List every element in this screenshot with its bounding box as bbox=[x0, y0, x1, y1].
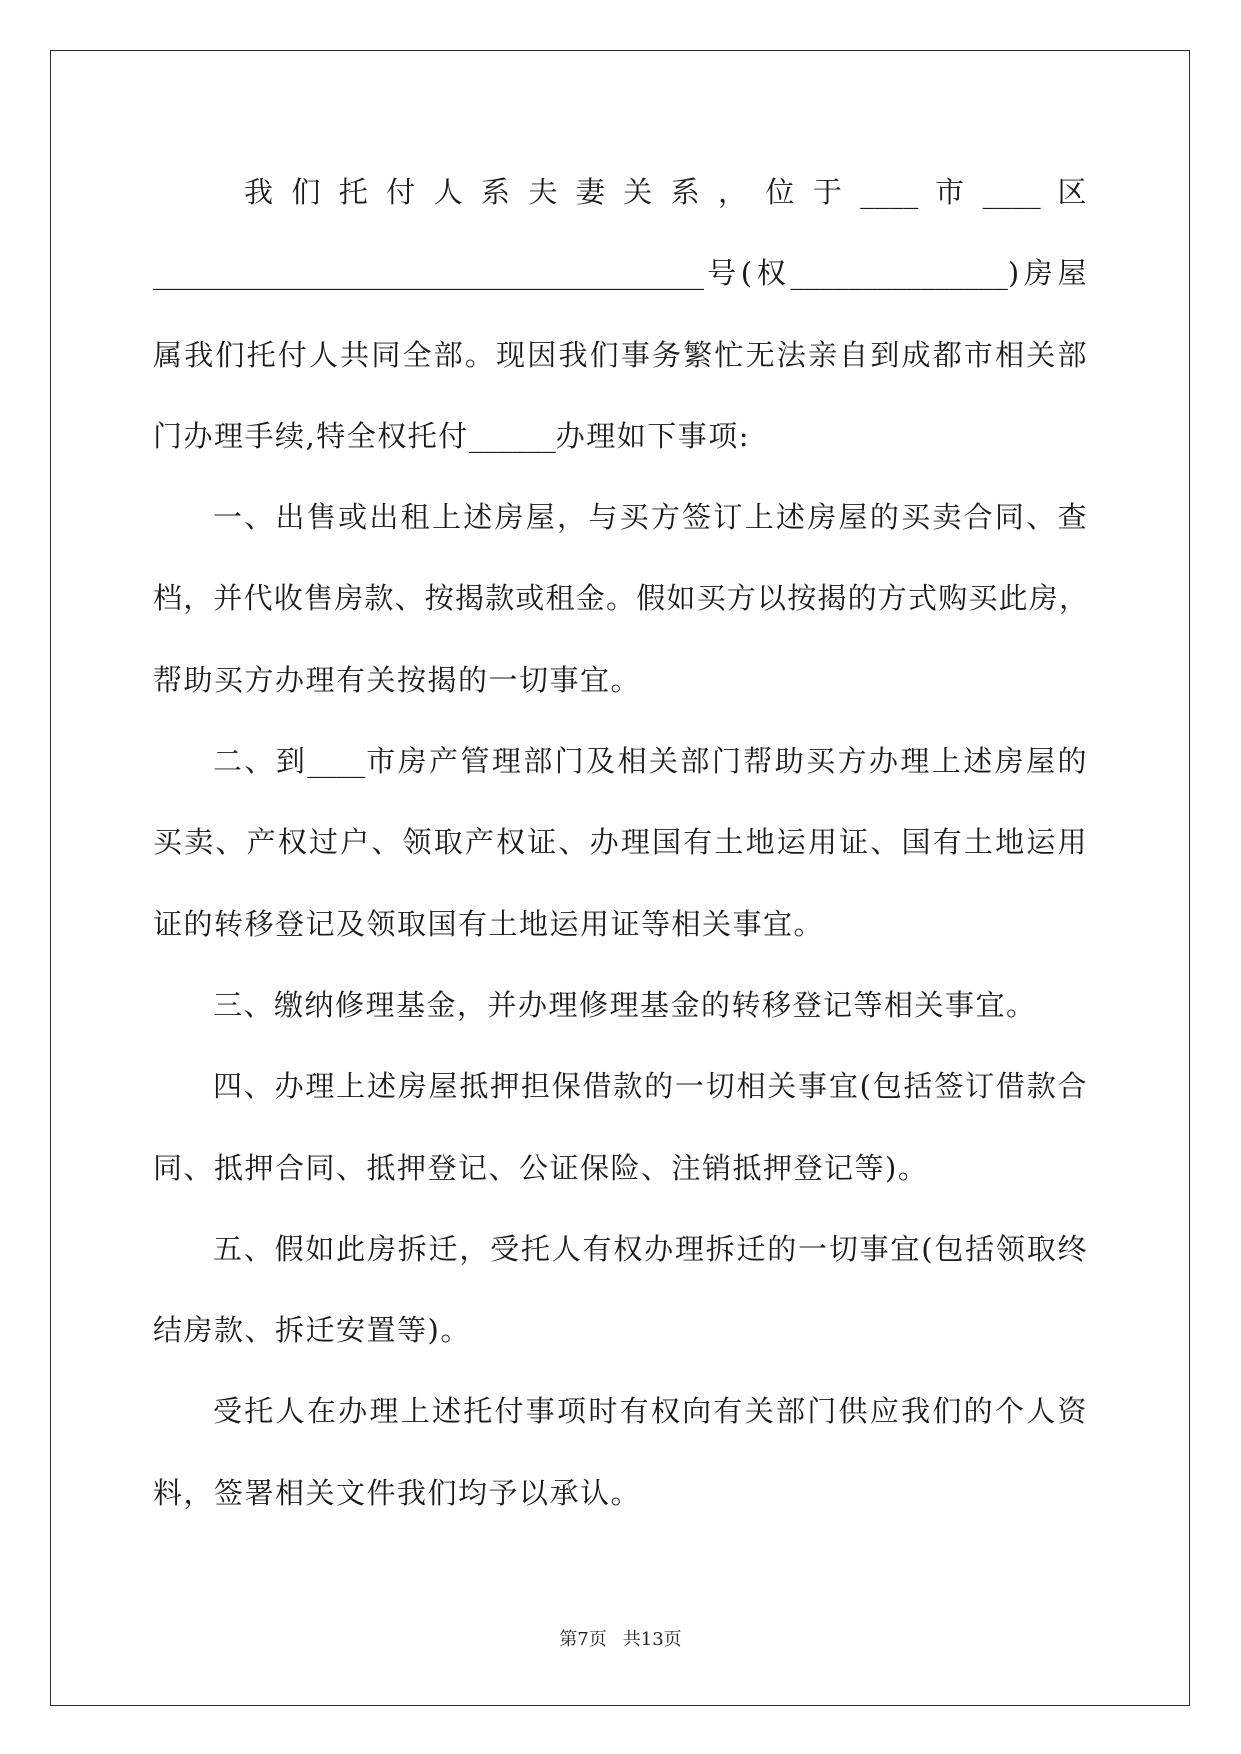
body-line: 档，并代收售房款、按揭款或租金。假如买方以按揭的方式购买此房， bbox=[153, 581, 1088, 616]
blank-underline: _______________ bbox=[790, 256, 1008, 291]
body-line: 买卖、产权过户、领取产权证、办理国有土地运用证、国有土地运用 bbox=[153, 825, 1088, 860]
page-number: 第7页 bbox=[559, 1629, 607, 1650]
blank-underline: ____ bbox=[982, 175, 1041, 209]
blank-underline: ______ bbox=[468, 418, 556, 453]
document-body bbox=[153, 152, 1088, 1534]
body-line: 三、缴纳修理基金，并办理修理基金的转移登记等相关事宜。 bbox=[213, 987, 1037, 1022]
text-segment: 办理如下事项: bbox=[555, 418, 750, 453]
body-line: 四、办理上述房屋抵押担保借款的一切相关事宜(包括签订借款合 bbox=[213, 1069, 1088, 1104]
text-segment: )房屋 bbox=[1007, 256, 1088, 291]
text-segment: 市 bbox=[918, 175, 983, 209]
body-line: 结房款、拆迁安置等)。 bbox=[153, 1313, 471, 1348]
page-footer bbox=[0, 1628, 1241, 1652]
body-line: 料，签署相关文件我们均予以承认。 bbox=[153, 1475, 642, 1510]
body-line: 受托人在办理上述托付事项时有权向有关部门供应我们的个人资 bbox=[213, 1394, 1088, 1429]
blank-underline: ______________________________________ bbox=[153, 256, 704, 291]
body-line: 五、假如此房拆迁，受托人有权办理拆迁的一切事宜(包括领取终 bbox=[213, 1231, 1088, 1266]
text-segment: 号(权 bbox=[704, 256, 791, 291]
blank-underline: ____ bbox=[307, 744, 366, 779]
body-line bbox=[153, 721, 1088, 802]
page-total: 共13页 bbox=[622, 1629, 682, 1650]
text-segment: 二、到 bbox=[213, 744, 308, 779]
blank-underline: ____ bbox=[860, 175, 919, 209]
body-line bbox=[153, 152, 1088, 233]
body-line: 一、出售或出租上述房屋，与买方签订上述房屋的买卖合同、查 bbox=[213, 500, 1088, 535]
text-segment: 门办理手续,特全权托付 bbox=[153, 418, 469, 453]
body-line bbox=[153, 396, 1088, 477]
text-segment: 区 bbox=[1040, 175, 1088, 209]
body-line: 帮助买方办理有关按揭的一切事宜。 bbox=[153, 662, 642, 697]
body-line bbox=[153, 233, 1088, 314]
body-line: 属我们托付人共同全部。现因我们事务繁忙无法亲自到成都市相关部 bbox=[153, 337, 1088, 372]
body-line: 同、抵押合同、抵押登记、公证保险、注销抵押登记等)。 bbox=[153, 1150, 929, 1185]
text-segment: 我们托付人系夫妻关系，位于 bbox=[244, 175, 861, 209]
text-segment: 市房产管理部门及相关部门帮助买方办理上述房屋的 bbox=[365, 744, 1088, 779]
body-line: 证的转移登记及领取国有土地运用证等相关事宜。 bbox=[153, 906, 825, 941]
